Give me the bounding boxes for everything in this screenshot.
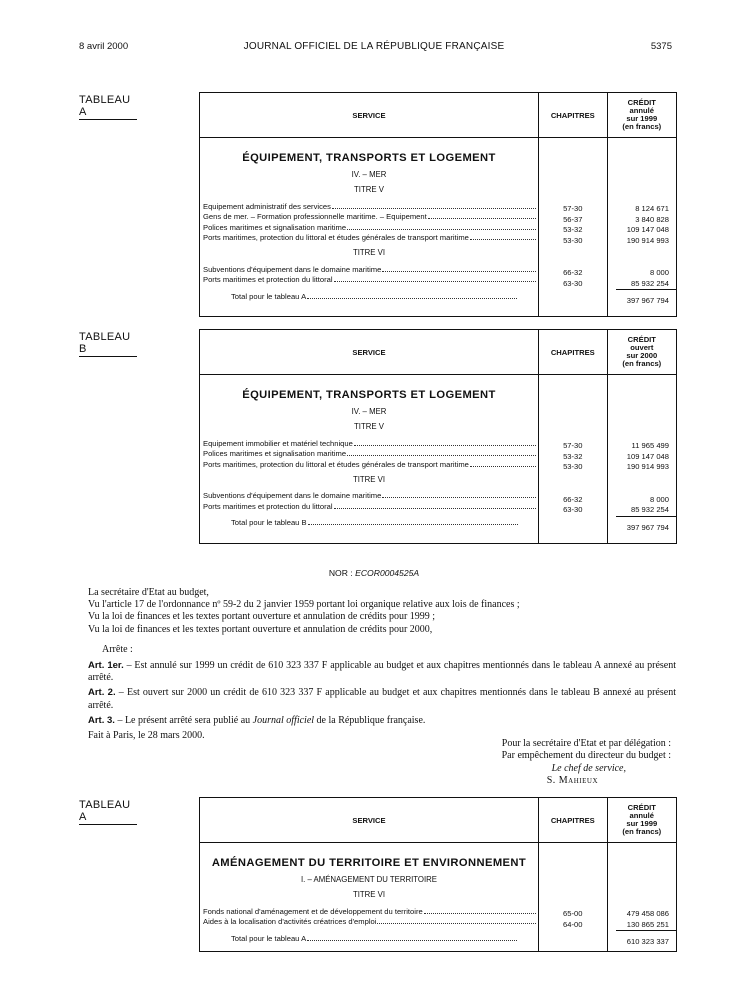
fait-line: Fait à Paris, le 28 mars 2000. [88,730,205,742]
preamble-line: Vu la loi de finances et les textes portant ouverture et annulation de crédits pour 1999 ; [88,611,436,623]
article-1: Art. 1er. – Est annulé sur 1999 un crédit de 610 323 337 F applicable au budget et aux chapitres mentionnés dans le tableau A annexé au présent arrêté. [88,660,676,684]
decree-body [88,587,676,742]
table-row: Equipement immobilier et matériel technique [200,439,538,448]
page-number: 5375 [650,41,672,52]
titre-heading: TITRE VI [352,890,385,899]
signature-block: Pour la secrétaire d'Etat et par délégation : Par empêchement du directeur du budget : Le chef de service, S. Mahieux [501,738,671,787]
col-header-chapitres: CHAPITRES [538,798,607,843]
preamble-line: La secrétaire d'Etat au budget, [88,587,209,598]
ministry-title: ÉQUIPEMENT, TRANSPORTS ET LOGEMENT [242,389,496,401]
credit-table-a-amenagement [199,797,677,952]
titre-heading: TITRE VI [352,248,386,257]
arrete-line: Arrête : [102,643,133,655]
col-header-service: SERVICE [200,330,539,375]
col-header-service: SERVICE [200,798,539,843]
amount-cell: 479 458 086 130 865 251 610 323 337 [607,843,676,952]
col-header-credit: CRÉDIT ouvert sur 2000 (en francs) [607,330,676,375]
total-label: Total pour le tableau A [200,292,519,301]
article-3: Art. 3. – Le présent arrêté sera publié au Journal officiel de la République française. [88,714,426,726]
table-row: Equipement administratif des services [200,202,538,211]
table-label-a-amenagement: TABLEAU A [79,799,137,825]
table-row: Fonds national d'aménagement et de développement du territoire [200,907,538,916]
col-header-credit: CRÉDIT annulé sur 1999 (en francs) [607,798,676,843]
credit-table-b-equipement [199,329,677,544]
amount-cell: 11 965 499 109 147 048 190 914 993 8 000 85 932 254 397 967 794 [607,375,676,544]
section-title: IV. – MER [351,170,387,179]
total-amount: 397 967 794 [626,296,669,305]
table-row: Ports maritimes et protection du littoral [200,275,538,284]
table-row: Ports maritimes et protection du littoral [200,502,538,511]
chapitres-cell: 65-00 64-00 [538,843,607,952]
header-date: 8 avril 2000 [79,41,129,52]
ministry-title: ÉQUIPEMENT, TRANSPORTS ET LOGEMENT [242,152,496,164]
preamble-line: Vu l'article 17 de l'ordonnance nº 59-2 du 2 janvier 1959 portant loi organique relative aux lois de finances ; [88,599,520,611]
chapitres-cell: 57-30 53-32 53-30 66-32 63-30 [538,375,607,544]
total-label: Total pour le tableau A [200,934,519,943]
table-row: Aides à la localisation d'activités créatrices d'emploi [200,917,538,926]
journal-title: JOURNAL OFFICIEL DE LA RÉPUBLIQUE FRANÇAISE [243,41,505,52]
service-cell [200,843,539,952]
table-label-b: TABLEAU B [79,331,137,357]
col-header-chapitres: CHAPITRES [538,330,607,375]
nor-reference: NOR : ECOR0004525A [328,568,420,578]
table-row: Ports maritimes, protection du littoral et études générales de transport maritime [200,233,538,242]
article-2: Art. 2. – Est ouvert sur 2000 un crédit de 610 323 337 F applicable au budget et aux chapitres mentionnés dans le tableau B annexé au présent arrêté. [88,687,676,711]
service-cell [200,138,539,317]
ministry-title: AMÉNAGEMENT DU TERRITOIRE ET ENVIRONNEMENT [211,857,527,869]
total-amount: 610 323 337 [626,937,669,946]
service-cell [200,375,539,544]
chapitres-cell: 57-30 56-37 53-32 53-30 66-32 63-30 [538,138,607,317]
table-row: Ports maritimes, protection du littoral et études générales de transport maritime [200,460,538,469]
amount-cell: 8 124 671 3 840 828 109 147 048 190 914 993 8 000 85 932 254 397 967 794 [607,138,676,317]
table-label-a: TABLEAU A [79,94,137,120]
table-row: Subventions d'équipement dans le domaine maritime [200,491,538,500]
total-label: Total pour le tableau B [200,518,520,527]
table-row: Polices maritimes et signalisation maritime [200,449,538,458]
titre-heading: TITRE V [354,185,384,194]
table-row: Polices maritimes et signalisation maritime [200,223,538,232]
credit-table-a-equipement [199,92,677,317]
table-row: Subventions d'équipement dans le domaine maritime [200,265,538,274]
col-header-chapitres: CHAPITRES [538,93,607,138]
titre-heading: TITRE VI [352,474,386,484]
titre-heading: TITRE V [354,422,384,431]
col-header-credit: CRÉDIT annulé sur 1999 (en francs) [607,93,676,138]
section-title: I. – AMÉNAGEMENT DU TERRITOIRE [300,875,437,884]
col-header-service: SERVICE [200,93,539,138]
table-row: Gens de mer. – Formation professionnelle maritime. – Equipement [200,212,538,221]
total-amount: 397 967 794 [626,522,669,532]
preamble-line: Vu la loi de finances et les textes portant ouverture et annulation de crédits pour 2000, [88,623,433,635]
section-title: IV. – MER [351,407,387,416]
